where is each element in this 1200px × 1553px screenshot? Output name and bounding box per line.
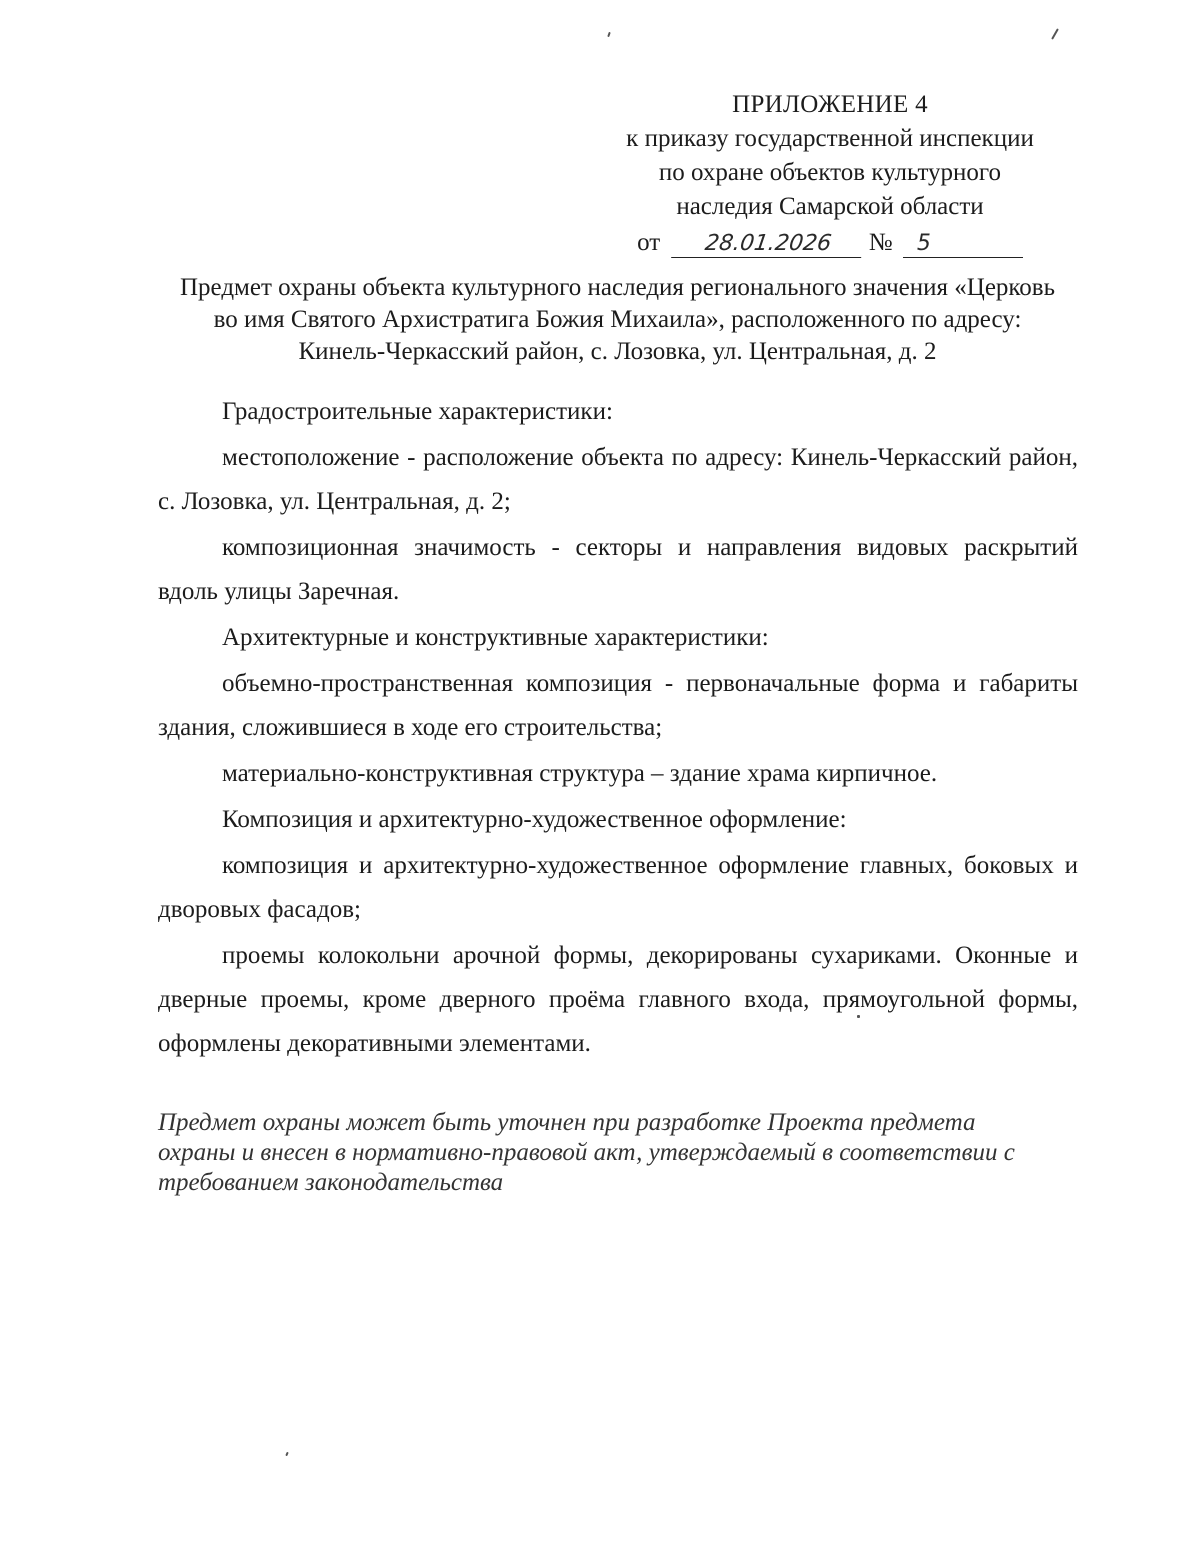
- handwritten-date: 28.01.2026: [671, 231, 865, 258]
- approval-line-2: по охране объектов культурного: [658, 159, 1002, 186]
- date-prefix: от: [637, 229, 661, 256]
- title-line-1: Предмет охраны объекта культурного наследия регионального значения «Церковь: [180, 274, 1055, 301]
- document-title: [150, 272, 1085, 368]
- order-date-number-line: [637, 226, 1023, 260]
- scan-speck: [285, 1452, 289, 1456]
- approval-block: [590, 88, 1070, 260]
- paragraph-facades: композиция и архитектурно-художественное оформление главных, боковых и дворовых фасадов;: [158, 852, 1078, 923]
- number-prefix: №: [868, 229, 893, 256]
- section-heading-decoration: Композиция и архитектурно-художественное оформление:: [222, 806, 847, 833]
- document-body: [158, 390, 1078, 1068]
- title-line-3: Кинель-Черкасский район, с. Лозовка, ул. Центральная, д. 2: [298, 338, 937, 365]
- approval-line-1: к приказу государственной инспекции: [626, 125, 1034, 152]
- paragraph-location: местоположение - расположение объекта по адресу: Кинель-Черкасский район, с. Лозовка, ул. Центральная, д. 2;: [158, 444, 1078, 515]
- appendix-title: ПРИЛОЖЕНИЕ 4: [732, 91, 928, 118]
- paragraph-openings: проемы колокольни арочной формы, декорированы сухариками. Оконные и дверные проемы, кроме дверного проёма главного входа, прямоугольной формы, оформлены декоративными элементами.: [158, 942, 1078, 1057]
- approval-line-3: наследия Самарской области: [676, 193, 984, 220]
- note-line-3: требованием законодательства: [158, 1169, 504, 1196]
- paragraph-volume-composition: объемно-пространственная композиция - первоначальные форма и габариты здания, сложившиеся в ходе его строительства;: [158, 670, 1078, 741]
- scan-speck: [607, 32, 611, 37]
- scan-speck: [1051, 28, 1059, 39]
- title-line-2: во имя Святого Архистратига Божия Михаила», расположенного по адресу:: [213, 306, 1022, 333]
- italic-note: [158, 1108, 1058, 1198]
- section-heading-urban: Градостроительные характеристики:: [222, 398, 613, 425]
- handwritten-number: 5: [903, 231, 1023, 258]
- note-line-2: охраны и внесен в нормативно-правовой акт, утверждаемый в соответствии с: [158, 1139, 1015, 1166]
- section-heading-architectural: Архитектурные и конструктивные характеристики:: [222, 624, 769, 651]
- paragraph-material-structure: материально-конструктивная структура – здание храма кирпичное.: [222, 760, 938, 787]
- note-line-1: Предмет охраны может быть уточнен при разработке Проекта предмета: [158, 1109, 976, 1136]
- paragraph-composition-significance: композиционная значимость - секторы и направления видовых раскрытий вдоль улицы Заречная.: [158, 534, 1078, 605]
